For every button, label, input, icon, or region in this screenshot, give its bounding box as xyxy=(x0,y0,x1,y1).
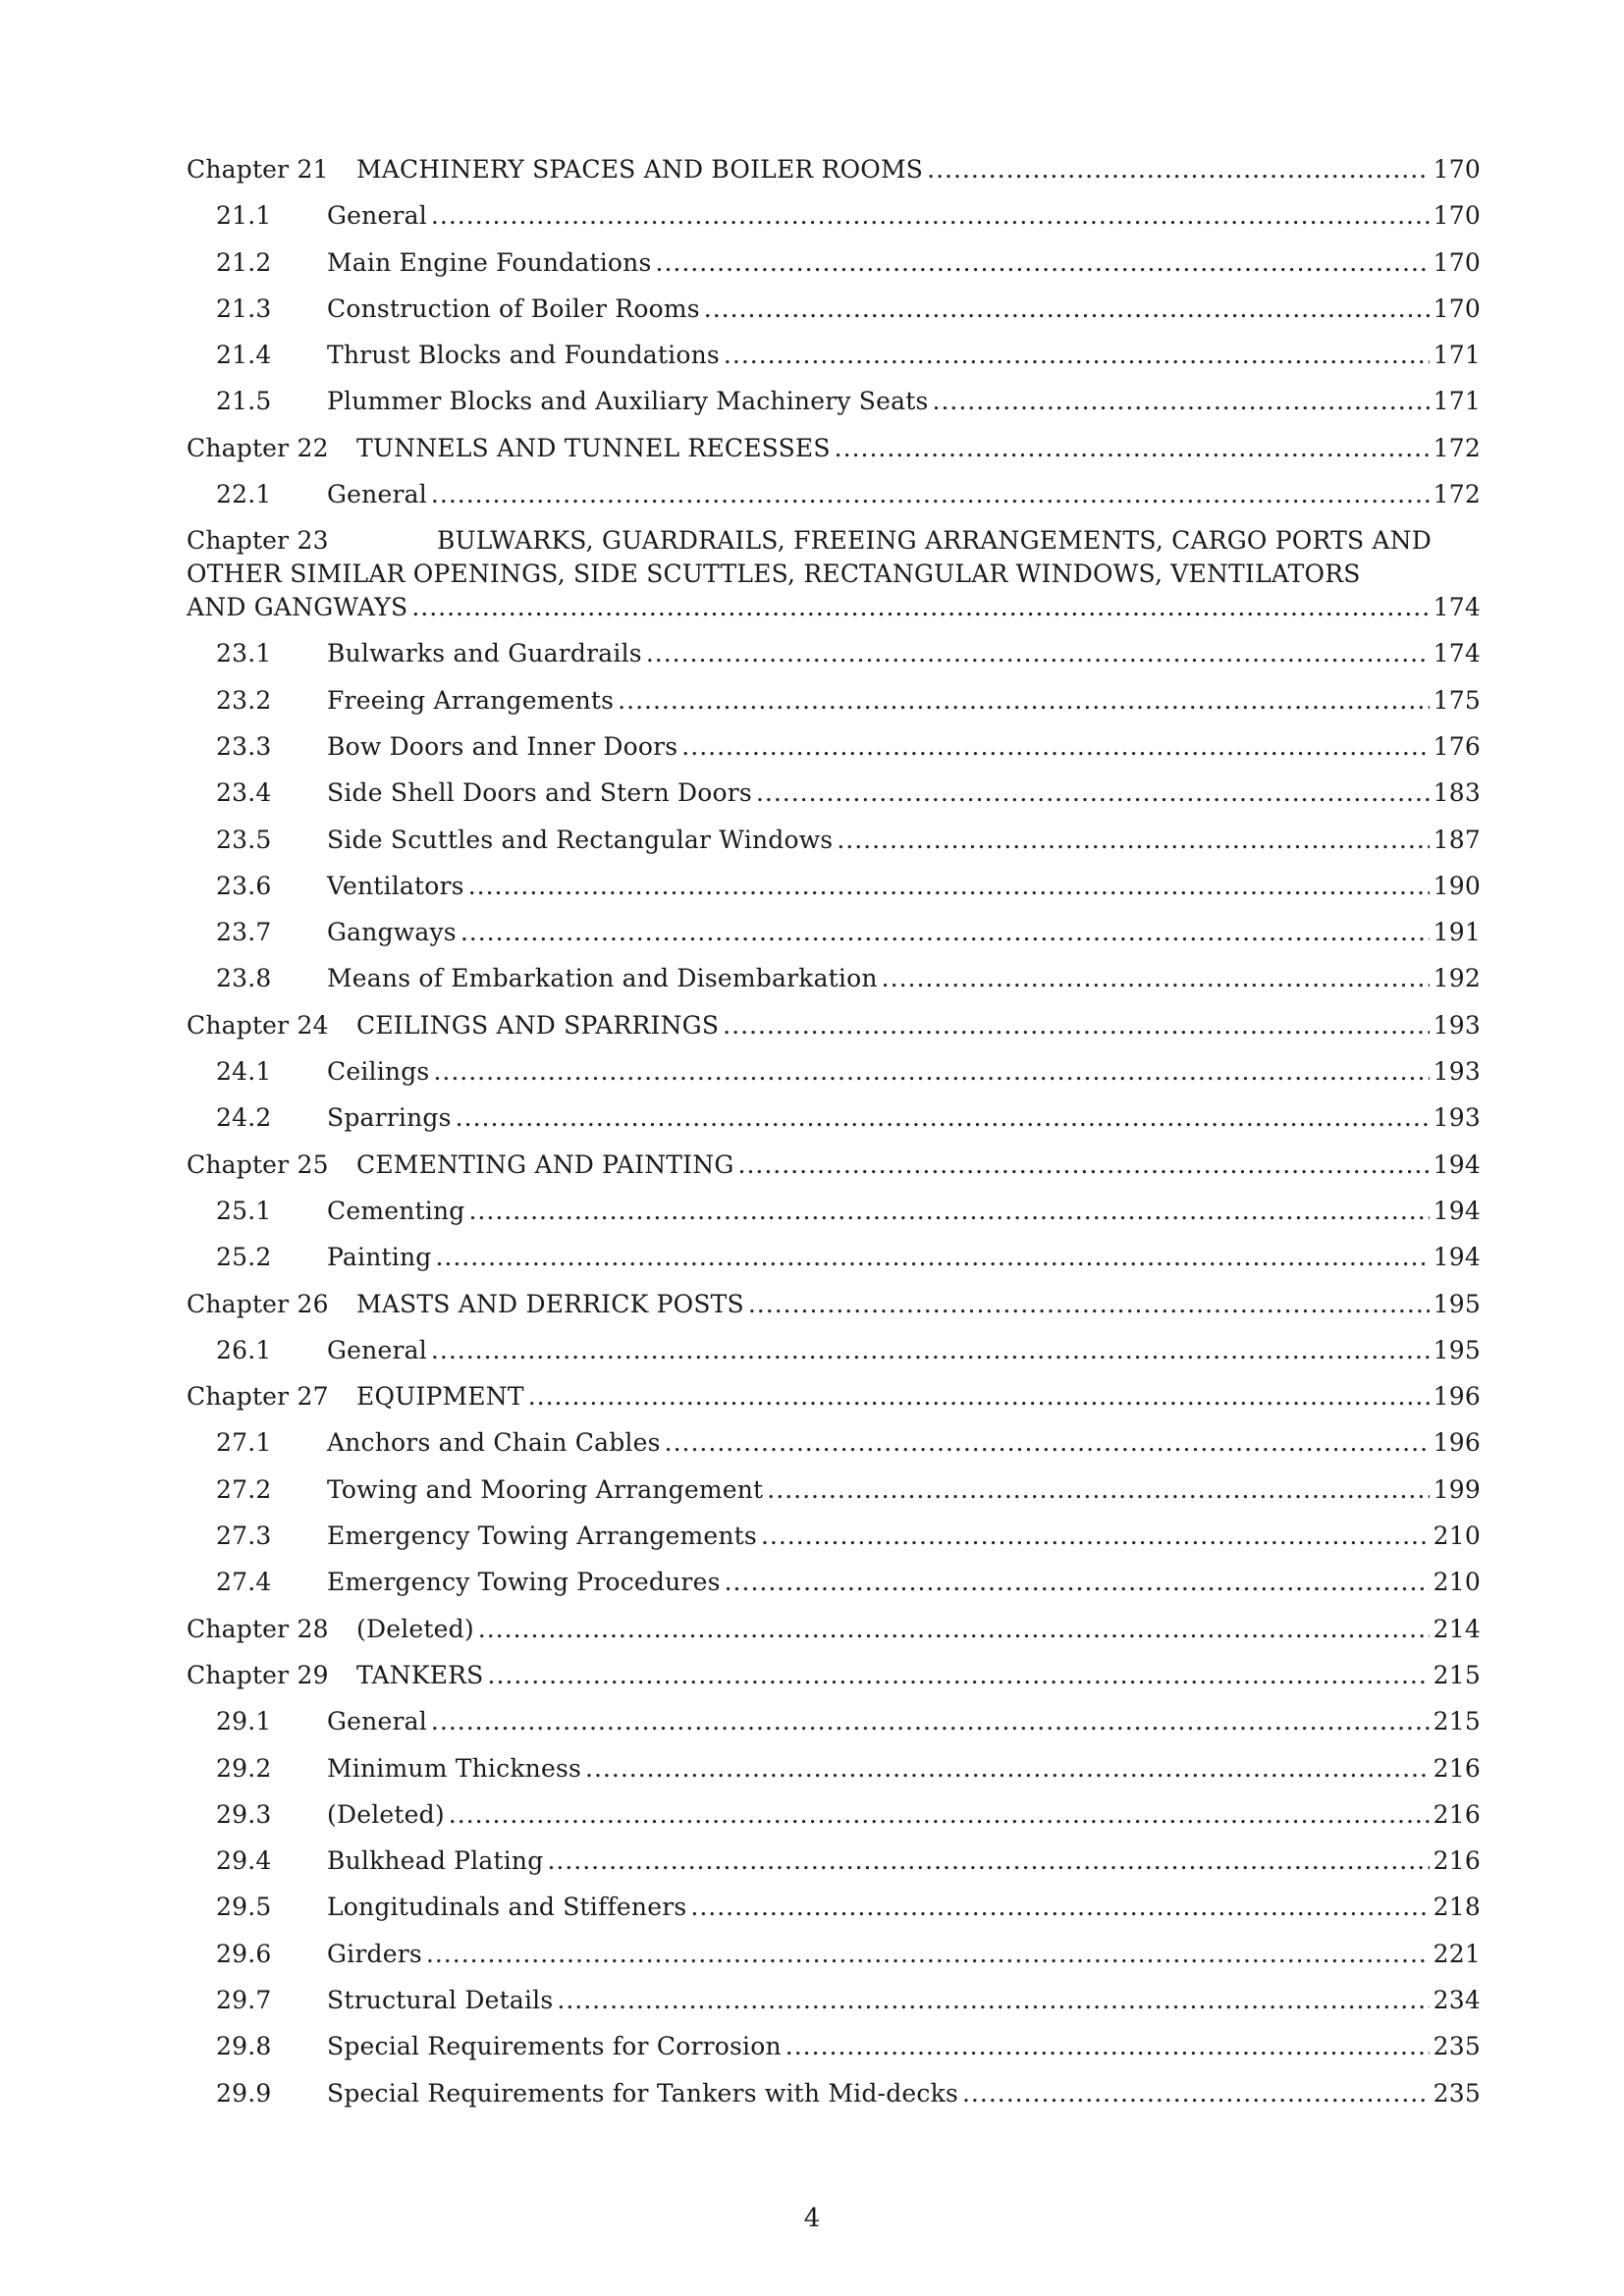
dot-leader xyxy=(690,1893,1429,1921)
dot-leader xyxy=(724,341,1430,369)
toc-entry-title: TANKERS xyxy=(356,1660,484,1689)
toc-entry-number: 21.5 xyxy=(216,387,272,416)
dot-leader xyxy=(681,732,1429,761)
toc-section-entry[interactable] xyxy=(187,1243,1481,1289)
toc-entry-page: 210 xyxy=(1433,1568,1481,1597)
toc-entry-page: 176 xyxy=(1433,731,1481,761)
toc-entry-title: Special Requirements for Corrosion xyxy=(327,2032,782,2061)
toc-entry-number: 29.1 xyxy=(216,1707,272,1736)
dot-leader xyxy=(738,1150,1430,1179)
dot-leader xyxy=(468,1197,1429,1225)
toc-entry-title: Bow Doors and Inner Doors xyxy=(327,731,678,761)
toc-section-entry[interactable] xyxy=(187,1893,1481,1939)
toc-entry-number: Chapter 29 xyxy=(187,1660,329,1689)
dot-leader xyxy=(723,1011,1430,1040)
dot-leader xyxy=(468,872,1430,900)
toc-section-entry[interactable] xyxy=(187,1522,1481,1568)
toc-section-entry[interactable] xyxy=(187,294,1481,341)
toc-entry-page: 221 xyxy=(1433,1939,1481,1968)
toc-entry-title: TUNNELS AND TUNNEL RECESSES xyxy=(356,433,831,462)
dot-leader xyxy=(528,1382,1430,1411)
toc-entry-page: 193 xyxy=(1433,1010,1481,1040)
toc-chapter-entry[interactable] xyxy=(187,1011,1481,1057)
toc-entry-title-line-1: BULWARKS, GUARDRAILS, FREEING ARRANGEMENTS, CARGO PORTS AND xyxy=(436,526,1432,556)
dot-leader xyxy=(748,1290,1430,1318)
dot-leader xyxy=(767,1475,1429,1504)
toc-entry-number: 21.3 xyxy=(216,294,272,323)
toc-entry-number: 29.7 xyxy=(216,1985,272,2014)
toc-section-entry[interactable] xyxy=(187,1800,1481,1846)
toc-entry-page: 235 xyxy=(1433,2078,1481,2108)
toc-entry-page: 234 xyxy=(1433,1985,1481,2014)
toc-section-entry[interactable] xyxy=(187,248,1481,294)
toc-entry-title: Emergency Towing Procedures xyxy=(327,1568,721,1597)
page-number: 4 xyxy=(803,2204,821,2233)
toc-entry-page: 171 xyxy=(1433,341,1481,370)
toc-entry-title: Means of Embarkation and Disembarkation xyxy=(327,964,878,993)
toc-entry-number: Chapter 21 xyxy=(187,155,329,184)
toc-entry-title: EQUIPMENT xyxy=(356,1382,524,1412)
dot-leader xyxy=(756,778,1430,807)
toc-entry-title: Gangways xyxy=(327,918,457,947)
dot-leader xyxy=(449,1800,1430,1829)
toc-entry-number: 23.6 xyxy=(216,871,272,900)
toc-entry-number: 23.1 xyxy=(216,639,272,668)
toc-entry-number: 23.8 xyxy=(216,964,272,993)
toc-entry-page: 195 xyxy=(1433,1289,1481,1318)
toc-entry-title: MASTS AND DERRICK POSTS xyxy=(356,1289,744,1318)
toc-section-entry[interactable] xyxy=(187,201,1481,247)
toc-entry-page: 193 xyxy=(1433,1103,1481,1133)
toc-chapter-entry[interactable] xyxy=(187,1382,1481,1428)
toc-entry-page: 215 xyxy=(1433,1660,1481,1689)
toc-entry-number: 23.5 xyxy=(216,825,272,854)
toc-entry-number: Chapter 23 xyxy=(187,526,329,556)
toc-entry-title: Construction of Boiler Rooms xyxy=(327,294,700,323)
toc-section-entry[interactable] xyxy=(187,387,1481,433)
toc-entry-number: Chapter 27 xyxy=(187,1382,329,1412)
toc-entry-number: 27.1 xyxy=(216,1428,272,1458)
toc-entry-title: Side Shell Doors and Stern Doors xyxy=(327,778,752,808)
toc-entry-page: 171 xyxy=(1433,387,1481,416)
toc-entry-title: Main Engine Foundations xyxy=(327,247,652,277)
toc-entry-title: General xyxy=(327,1335,427,1364)
toc-entry-page: 172 xyxy=(1433,433,1481,462)
dot-leader xyxy=(665,1428,1430,1457)
toc-entry-title: (Deleted) xyxy=(327,1799,445,1829)
toc-entry-title: MACHINERY SPACES AND BOILER ROOMS xyxy=(356,155,924,184)
toc-entry-number: 26.1 xyxy=(216,1335,272,1364)
toc-section-entry[interactable] xyxy=(187,1428,1481,1474)
dot-leader xyxy=(882,964,1430,992)
dot-leader xyxy=(431,201,1430,230)
dot-leader xyxy=(933,387,1430,415)
dot-leader xyxy=(411,593,1429,621)
toc-entry-title: CEMENTING AND PAINTING xyxy=(356,1149,734,1179)
toc-entry-number: 23.4 xyxy=(216,778,272,808)
toc-entry-title-line-3: AND GANGWAYS xyxy=(187,593,408,622)
dot-leader xyxy=(557,1986,1429,2014)
toc-entry-number: 21.4 xyxy=(216,341,272,370)
toc-section-entry[interactable] xyxy=(187,1568,1481,1614)
toc-entry-page: 174 xyxy=(1433,593,1481,622)
toc-entry-page: 192 xyxy=(1433,964,1481,993)
table-of-contents xyxy=(187,155,1481,2125)
toc-entry-title: Painting xyxy=(327,1243,432,1272)
dot-leader xyxy=(456,1103,1430,1132)
toc-section-entry[interactable] xyxy=(187,1475,1481,1522)
dot-leader xyxy=(435,1243,1429,1271)
dot-leader xyxy=(835,434,1430,462)
toc-entry-line-1 xyxy=(187,526,1432,560)
toc-entries-before-chapter-23 xyxy=(187,155,1481,526)
toc-chapter-entry[interactable] xyxy=(187,1615,1481,1661)
toc-section-entry[interactable] xyxy=(187,1940,1481,1986)
toc-entry-page: 216 xyxy=(1433,1846,1481,1876)
toc-entry-page: 214 xyxy=(1433,1614,1481,1643)
dot-leader xyxy=(646,639,1430,667)
toc-entry-chapter-23[interactable] xyxy=(187,526,1481,639)
toc-entry-title: (Deleted) xyxy=(356,1614,474,1643)
toc-section-entry[interactable] xyxy=(187,1103,1481,1149)
toc-entry-page: 215 xyxy=(1433,1707,1481,1736)
toc-entry-number: 21.1 xyxy=(216,201,272,231)
toc-entry-page: 196 xyxy=(1433,1428,1481,1458)
toc-entry-line-3 xyxy=(187,593,1481,639)
toc-entry-title: Side Scuttles and Rectangular Windows xyxy=(327,825,834,854)
toc-entry-number: 23.2 xyxy=(216,685,272,715)
toc-chapter-entry[interactable] xyxy=(187,434,1481,480)
toc-section-entry[interactable] xyxy=(187,1057,1481,1103)
toc-entry-number: 29.3 xyxy=(216,1799,272,1829)
toc-entry-number: 29.2 xyxy=(216,1753,272,1783)
toc-entry-number: Chapter 26 xyxy=(187,1289,329,1318)
dot-leader xyxy=(478,1615,1430,1643)
toc-entry-title-line-2: OTHER SIMILAR OPENINGS, SIDE SCUTTLES, RECTANGULAR WINDOWS, VENTILATORS xyxy=(187,560,1361,589)
toc-entry-page: 218 xyxy=(1433,1893,1481,1922)
dot-leader xyxy=(725,1568,1430,1596)
toc-entry-page: 210 xyxy=(1433,1522,1481,1551)
toc-entry-title: Sparrings xyxy=(327,1103,452,1133)
toc-entry-number: 25.2 xyxy=(216,1243,272,1272)
toc-entry-title: General xyxy=(327,480,427,509)
toc-entry-number: Chapter 22 xyxy=(187,433,329,462)
dot-leader xyxy=(431,480,1430,508)
dot-leader xyxy=(656,248,1430,277)
toc-section-entry[interactable] xyxy=(187,872,1481,918)
dot-leader xyxy=(460,918,1430,946)
toc-entry-page: 191 xyxy=(1433,918,1481,947)
dot-leader xyxy=(488,1661,1430,1689)
toc-entry-page: 235 xyxy=(1433,2032,1481,2061)
toc-entry-page: 199 xyxy=(1433,1474,1481,1504)
toc-section-entry[interactable] xyxy=(187,964,1481,1010)
toc-entry-title: Anchors and Chain Cables xyxy=(327,1428,661,1458)
toc-entry-title: Minimum Thickness xyxy=(327,1753,582,1783)
toc-entry-number: 29.6 xyxy=(216,1939,272,1968)
toc-entry-page: 170 xyxy=(1433,155,1481,184)
toc-entry-title: General xyxy=(327,201,427,231)
toc-entry-number: 27.4 xyxy=(216,1568,272,1597)
toc-section-entry[interactable] xyxy=(187,1707,1481,1753)
toc-entry-number: 29.4 xyxy=(216,1846,272,1876)
toc-entry-page: 170 xyxy=(1433,294,1481,323)
toc-entry-title: Ventilators xyxy=(327,871,464,900)
toc-entry-title: Structural Details xyxy=(327,1985,554,2014)
dot-leader xyxy=(785,2032,1430,2060)
toc-section-entry[interactable] xyxy=(187,918,1481,964)
toc-entry-title: Bulkhead Plating xyxy=(327,1846,544,1876)
dot-leader xyxy=(927,155,1430,184)
toc-entry-line-2 xyxy=(187,560,1481,593)
toc-entry-number: 24.2 xyxy=(216,1103,272,1133)
toc-entry-page: 175 xyxy=(1433,685,1481,715)
toc-entry-title: CEILINGS AND SPARRINGS xyxy=(356,1010,720,1040)
toc-entry-number: 27.3 xyxy=(216,1522,272,1551)
toc-entry-page: 170 xyxy=(1433,247,1481,277)
dot-leader xyxy=(431,1336,1430,1364)
toc-entry-number: 23.3 xyxy=(216,731,272,761)
toc-entry-title: Towing and Mooring Arrangement xyxy=(327,1474,764,1504)
toc-section-entry[interactable] xyxy=(187,732,1481,778)
toc-entry-page: 187 xyxy=(1433,825,1481,854)
toc-section-entry[interactable] xyxy=(187,1846,1481,1893)
toc-entry-page: 172 xyxy=(1433,480,1481,509)
toc-section-entry[interactable] xyxy=(187,778,1481,825)
dot-leader xyxy=(426,1940,1430,1968)
toc-entry-page: 190 xyxy=(1433,871,1481,900)
toc-entry-page: 183 xyxy=(1433,778,1481,808)
toc-section-entry[interactable] xyxy=(187,1336,1481,1382)
toc-entries-after-chapter-23 xyxy=(187,639,1481,2125)
toc-chapter-entry[interactable] xyxy=(187,1661,1481,1707)
toc-entry-title: Girders xyxy=(327,1939,422,1968)
dot-leader xyxy=(962,2079,1430,2108)
toc-entry-number: 29.8 xyxy=(216,2032,272,2061)
toc-entry-page: 194 xyxy=(1433,1196,1481,1225)
dot-leader xyxy=(433,1057,1429,1086)
dot-leader xyxy=(431,1707,1430,1735)
dot-leader xyxy=(761,1522,1430,1550)
toc-entry-page: 194 xyxy=(1433,1149,1481,1179)
toc-entry-number: 25.1 xyxy=(216,1196,272,1225)
toc-chapter-entry[interactable] xyxy=(187,1290,1481,1336)
toc-section-entry[interactable] xyxy=(187,826,1481,872)
toc-entry-number: 23.7 xyxy=(216,918,272,947)
dot-leader xyxy=(837,826,1429,854)
toc-entry-title: Emergency Towing Arrangements xyxy=(327,1522,757,1551)
toc-section-entry[interactable] xyxy=(187,480,1481,526)
toc-entry-number: 24.1 xyxy=(216,1057,272,1087)
toc-entry-title: Thrust Blocks and Foundations xyxy=(327,341,720,370)
toc-entry-title: Cementing xyxy=(327,1196,465,1225)
toc-entry-title: Special Requirements for Tankers with Mid-decks xyxy=(327,2078,958,2108)
toc-entry-page: 194 xyxy=(1433,1243,1481,1272)
toc-section-entry[interactable] xyxy=(187,1197,1481,1243)
toc-entry-page: 216 xyxy=(1433,1753,1481,1783)
toc-entry-page: 195 xyxy=(1433,1335,1481,1364)
dot-leader xyxy=(704,294,1430,323)
toc-chapter-entry[interactable] xyxy=(187,155,1481,201)
toc-chapter-entry[interactable] xyxy=(187,1150,1481,1197)
toc-entry-page: 170 xyxy=(1433,201,1481,231)
toc-entry-number: 27.2 xyxy=(216,1474,272,1504)
toc-entry-title: Bulwarks and Guardrails xyxy=(327,639,642,668)
toc-section-entry[interactable] xyxy=(187,2032,1481,2078)
toc-entry-title: Ceilings xyxy=(327,1057,430,1087)
dot-leader xyxy=(585,1754,1430,1783)
toc-section-entry[interactable] xyxy=(187,341,1481,387)
toc-entry-number: Chapter 24 xyxy=(187,1010,329,1040)
toc-entry-title: Longitudinals and Stiffeners xyxy=(327,1893,687,1922)
dot-leader xyxy=(618,686,1430,715)
toc-entry-page: 216 xyxy=(1433,1799,1481,1829)
toc-entry-title: General xyxy=(327,1707,427,1736)
toc-entry-number: 29.5 xyxy=(216,1893,272,1922)
toc-entry-number: 21.2 xyxy=(216,247,272,277)
toc-entry-page: 174 xyxy=(1433,639,1481,668)
toc-entry-number: 29.9 xyxy=(216,2078,272,2108)
toc-section-entry[interactable] xyxy=(187,1986,1481,2032)
toc-entry-number: 22.1 xyxy=(216,480,272,509)
toc-entry-number: Chapter 25 xyxy=(187,1149,329,1179)
toc-section-entry[interactable] xyxy=(187,2079,1481,2125)
toc-section-entry[interactable] xyxy=(187,686,1481,732)
dot-leader xyxy=(547,1846,1429,1875)
toc-entry-page: 193 xyxy=(1433,1057,1481,1087)
toc-entry-title: Plummer Blocks and Auxiliary Machinery Seats xyxy=(327,387,929,416)
toc-entry-title: Freeing Arrangements xyxy=(327,685,615,715)
toc-section-entry[interactable] xyxy=(187,1754,1481,1800)
toc-entry-number: Chapter 28 xyxy=(187,1614,329,1643)
toc-entry-page: 196 xyxy=(1433,1382,1481,1412)
toc-section-entry[interactable] xyxy=(187,639,1481,685)
